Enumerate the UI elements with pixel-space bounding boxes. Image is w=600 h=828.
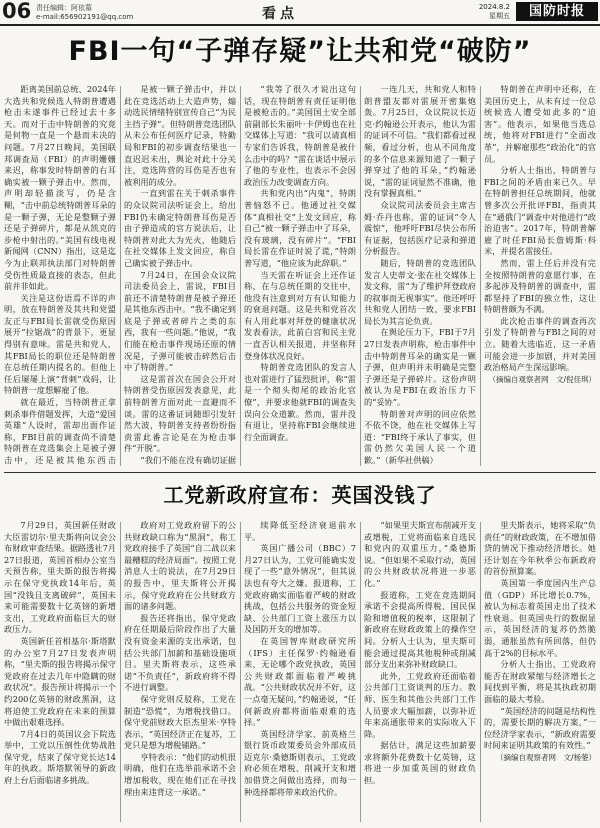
paragraph: 一直到雷在关于刺杀事件的众议院司法听证会上，给出FBI仍未确定特朗普耳伤是否由子弹造成的官方说法后，让特朗普对此大为光火，他随后在社交媒体上发文回应，称自己确实被子弹击中。 [124,188,236,268]
column-divider [360,86,361,466]
article-byline: （摘编自观察者网 文/杨蓥） [495,752,596,762]
article1-column-4 [364,84,476,467]
article1-column-3 [244,84,356,467]
paragraph: 当天雷在听证会上还作证称，在与总统任期的交往中，他没有注意到对方有认知能力的衰退问题。这是共和党首次有人用此事对拜登的健康状况发表看法，此前白宫和民主党一直否认相关报道，并坚称拜登身体状况良好。 [244,269,356,361]
page-number: 06 [2,0,32,23]
article-byline: （摘编自观察者网 文/倪佳琪） [488,374,596,384]
paragraph: 一连几天，共和党人和特朗普盟友都对雷展开密集炮轰。7月25日，众议院议长迈克·约翰逊公开表示，他认为雷的证词不可信。“我们都看过视频，看过分析，也从不同角度的多个信息来源知道了一颗子弹穿过了他的耳朵，”约翰逊说，“雷的证词显然不准确，他没有掌握真相。” [364,84,476,199]
paragraph: 分析人士指出，特朗普与FBI之间的矛盾由来已久。早在特朗普担任总统期间，他就曾多次公开批评FBI，指责其在“通俄门”调查中对他进行“政治迫害”。2017年，特朗普解雇了时任FBI局长詹姆斯·科米，并提名雷接任。 [484,165,596,257]
article1-column-1 [4,84,116,467]
email-line: e-mail:656902191@qq.com [36,13,134,21]
paragraph: 据估计，满足这些加薪要求将额外花费数十亿英镑，这将进一步加重英国的财政负担。 [364,740,476,786]
column-divider [240,522,241,822]
paragraph: 保守党则反驳称，工党在制造“恐慌”，为增税找借口。保守党前财政大臣杰里米·亨特表示，“英国经济正在复苏，工党只是想为增税铺路。” [124,693,236,751]
paragraph: 在舆论压力下，FBI于7月27日发表声明称，枪击事件中击中特朗普耳朵的确实是一颗子弹，但声明并未明确是完整子弹还是子弹碎片。这份声明被认为是FBI在政治压力下的“妥协”。 [364,327,476,408]
column-divider [480,522,481,822]
paragraph: 续降低至经济衰退前水平。 [244,520,356,542]
paragraph: 政府对工党政府留下的公共财政缺口称为“黑洞”，称工党政府接手了英国“自二战以来最糟糕的经济局面”。按照工党消息人士的说法，在7月29日的报告中，里夫斯将公开揭示，保守党政府在公共财政方面的诸多问题。 [124,520,236,612]
paragraph: 里夫斯表示，她将采取“负责任”的财政政策，在不增加借贷的情况下推动经济增长。她还计划在今年秋季公布新政府的首份预算案。 [484,520,596,577]
paragraph: 特朗普在声明中还称，在美国历史上，从未有过一位总统候选人遭受如此多的“迫害”。他表示，如果他当选总统，他将对FBI进行“全面改革”，并解雇那些“政治化”的官员。 [484,84,596,164]
weekday-line: 星期五 [489,12,510,20]
paragraph: 7月29日，英国新任财政大臣雷切尔·里夫斯将向议会公布财政审查结果。据路透社7月27日报道，英国首相办公室当天预告称，里夫斯的报告将揭示在保守党执政14年后，英国“没钱且支离破碎”，英国未来可能需要数十亿英镑的新增支出，工党政府面临巨大的财政压力。 [4,520,116,635]
paragraph: 众议院司法委员会主席吉姆·乔丹也称，雷的证词“令人震惊”，他呼吁FBI尽快公布所有证据，包括医疗记录和弹道分析报告。 [364,199,476,257]
article2-column-3 [244,520,356,824]
article1-headline: FBI一句“子弹存疑”让共和党“破防” [68,36,532,67]
paragraph: 英国新任首相基尔·斯塔默的办公室7月27日发表声明称，“里夫斯的报告将揭示保守党政府在过去几年中隐瞒的财政状况”。报告预计将揭示一个约200亿英镑的财政黑洞，这将迫使工党政府在未来的预算中做出艰难选择。 [4,635,116,728]
paragraph: 英国第一季度国内生产总值（GDP）环比增长0.7%，被认为标志着英国走出了技术性衰退。但英国央行的数据显示，英国经济的复苏仍然脆弱，通胀虽然有所回落，但仍高于2%的目标水平。 [484,577,596,658]
paragraph: “英国经济的问题是结构性的，需要长期的解决方案，”一位经济学家表示，“新政府需要时间来证明其政策的有效性。” [484,705,596,751]
section-title: 看点 [262,6,298,22]
column-divider [480,86,481,466]
paragraph: 在英国智库财政研究所（IFS）主任保罗·约翰逊看来，无论哪个政党执政，英国公共财政都面临着严峻挑战。“公共财政状况并不好，这一点毫无疑问，”约翰逊说，“任何新政府都将面临艰难的选择。” [244,635,356,728]
paragraph: 是被一颗子弹击中，并以此在竞选活动上大造声势，煽动选民情绪特别宣传自己“为民主挡子弹”。但特朗普竞选团队从未公布任何医疗记录，特勤局和FBI的初步调查结果也一直迟迟未出，舆论对此十分关注，竞选阵营的耳伤是否也有被利用的成分。 [124,84,236,187]
paragraph: “如果里夫斯宣布削减开支或增税，工党将面临来自选民和党内的双重压力，”桑德斯说。“但如果不采取行动，英国的公共财政状况将进一步恶化。” [364,520,476,588]
paragraph: 报告还将指出，保守党政府在任期最后阶段作出了大量没有资金来源的支出承诺，包括公共部门加薪和基础设施项目。里夫斯将表示，这些承诺“不负责任”，新政府将不得不进行调整。 [124,612,236,693]
column-divider [240,86,241,466]
column-divider [120,522,121,822]
paragraph: “我们不能在没有确切证据 [140,455,236,465]
column-divider [360,522,361,822]
paragraph: 特朗普竞选团队的发言人也对雷进行了猛烈批评，称“雷是一个彻头彻尾的政治化官僚”，并要求他就FBI的调查失误向公众道歉。然而，雷并没有退让，坚持称FBI会继续进行全面调查。 [244,362,356,442]
column-divider [120,86,121,466]
paragraph: 英国经济学家、前英格兰银行货币政策委员会外部成员迈克尔·桑德斯则表示，工党政府必须在增税、削减开支和增加借贷之间做出选择，而每一种选择都将带来政治代价。 [244,728,356,797]
page-header [0,0,600,26]
paragraph: 此次枪击事件的调查再次引发了特朗普与FBI之间的对立。随着大选临近，这一矛盾可能会进一步加剧，并对美国政治格局产生深远影响。 [484,315,596,373]
editor-line: 责任编辑：阿依慕 [36,4,92,12]
article2-headline: 工党新政府宣布：英国没钱了 [163,483,437,507]
article1-column-2 [124,84,236,467]
paragraph: 距离美国前总统、2024年大选共和党候选人特朗普遭遇枪击未遂事件已经过去十多天。而对于击中特朗普的究竟是何物一直是一个悬而未决的问题。7月27日晚间，美国联邦调查局（FBI）的声明姗姗来迟，称事发时特朗普的右耳确实被一颗子弹击中。然而，声明却轻描淡写，仍是含糊，“击中前总统特朗普耳朵的是一颗子弹，无论是整颗子弹还是子弹碎片，都是从凯克的步枪中射出的。”美国有线电视新闻网（CNN）指出，这是迄今为止联邦执法部门对特朗普受伤性质最直接的表态，但此前并非如此。 [4,84,116,292]
article1-column-5 [484,84,596,467]
article2-column-5 [484,520,596,824]
editor-info [36,4,133,22]
masthead-logo: 国防时报 [516,2,598,21]
paragraph: 7月4日的英国议会下院选举中，工党以压倒性优势战胜保守党，结束了保守党长达14年的执政。斯塔默领导的新政府上台后面临诸多挑战。 [4,728,116,786]
paragraph: 随后，特朗普的竞选团队发言人史蒂文·张在社交媒体上发文称，雷“为了维护拜登政府的叙事而无视事实”。他还呼吁共和党人团结一致，要求FBI局长为其言论负责。 [364,257,476,326]
paragraph: 7月24日，在国会众议院司法委员会上，雷说，FBI目前还不清楚特朗普是被子弹还是其他东西击中。“我不确定到底是子弹或者碎片之类的东西，我有一些问题。”他说，“我们能在枪击事件现场还原的情况是，子弹可能被击碎然后击中了特朗普。” [124,269,236,373]
paragraph: 分析人士指出，工党政府能否在财政紧缩与经济增长之间找到平衡，将是其执政初期面临的最大考验。 [484,659,596,704]
paragraph: 就在最近，当特朗普正拿刺杀事件借题发挥，大造“爱国英雄”人设时，雷却出面作证称，FBI目前的调查尚不清楚特朗普在竞选集会上是被子弹击中，还是被其他东西击 [4,397,116,465]
paragraph: 报道称，工党在竞选期间承诺不会提高所得税、国民保险和增值税的税率，这限制了新政府在财政政策上的操作空间。分析人士认为，里夫斯可能会通过提高其他税种或削减部分支出来弥补财政缺口。 [364,589,476,670]
paragraph: 这是雷首次在国会公开对特朗普受伤原因发表意见，此前特朗普方面对此一直避而不谈。雷的这番证词随即引发轩然大波，特朗普支持者纷纷指责雷此番言论是在为枪击事件“开脱”。 [124,373,236,454]
article-separator [4,472,596,473]
paragraph: 英国广播公司（BBC）7月27日认为，工党可能确实发现了一些“意外情况”，但其说法也有夸大之嫌。报道称，工党政府确实面临着严峻的财政挑战，包括公共服务的资金短缺、公共部门工资上涨压力以及国防开支的增加等。 [244,543,356,635]
paragraph: 关注是这份语焉不详的声明，放在特朗普及其共和党盟友正与FBI局长雷就受伤原因展开“拉锯战”的背景下，更显得别有意味。雷是共和党人，其FBI局长的职位还是特朗普在总统任期内提名的。但他上任后屡屡上演“背刺”戏码，让特朗普一度想解雇了他。 [4,292,116,396]
paragraph: 特朗普对声明的回应依然不依不饶，他在社交媒体上写道：“FBI终于承认了事实，但雷仍然欠美国人民一个道歉。”（新华社供稿） [364,408,476,465]
date-line: 2024.8.2 [478,3,510,11]
paragraph: 共和党内出“内鬼”，特朗普恼怒不已。他通过社交媒体“真相社交”上发文回应，称自己“被一颗子弹击中了耳朵，没有玻璃，没有碎片”。“FBI局长雷在作证时说了谎，”特朗普写道，“他应该为此辞职。” [244,188,356,268]
paragraph: “我等了很久才说出这句话，现在特朗普有责任证明他是被枪击的。”美国国土安全部前副部长朱丽叶·卡伊姆也在社交媒体上写道：“我可以请真相专家们告诉我，特朗普是被什么击中的吗？”雷在谈话中展示了他的专业性，也表示不会因政治压力改变调查方向。 [244,84,356,187]
article2-column-2 [124,520,236,824]
article2-column-1 [4,520,116,824]
article2-column-4 [364,520,476,824]
issue-date [472,3,510,21]
paragraph: 此外，工党政府还面临着公共部门工资谈判的压力。教师、医生和其他公共部门工作人员要求大幅加薪，以弥补近年来高通胀带来的实际收入下降。 [364,670,476,739]
paragraph: 亨特表示：“他们的动机很明确，他们在选举前承诺不会增加税收，现在他们正在寻找理由来违背这一承诺。” [124,751,236,797]
paragraph: 然而，雷上任后并没有完全按照特朗普的意愿行事，在多起涉及特朗普的调查中，雷都坚持了FBI的独立性，这让特朗普颇为不满。 [484,257,596,315]
